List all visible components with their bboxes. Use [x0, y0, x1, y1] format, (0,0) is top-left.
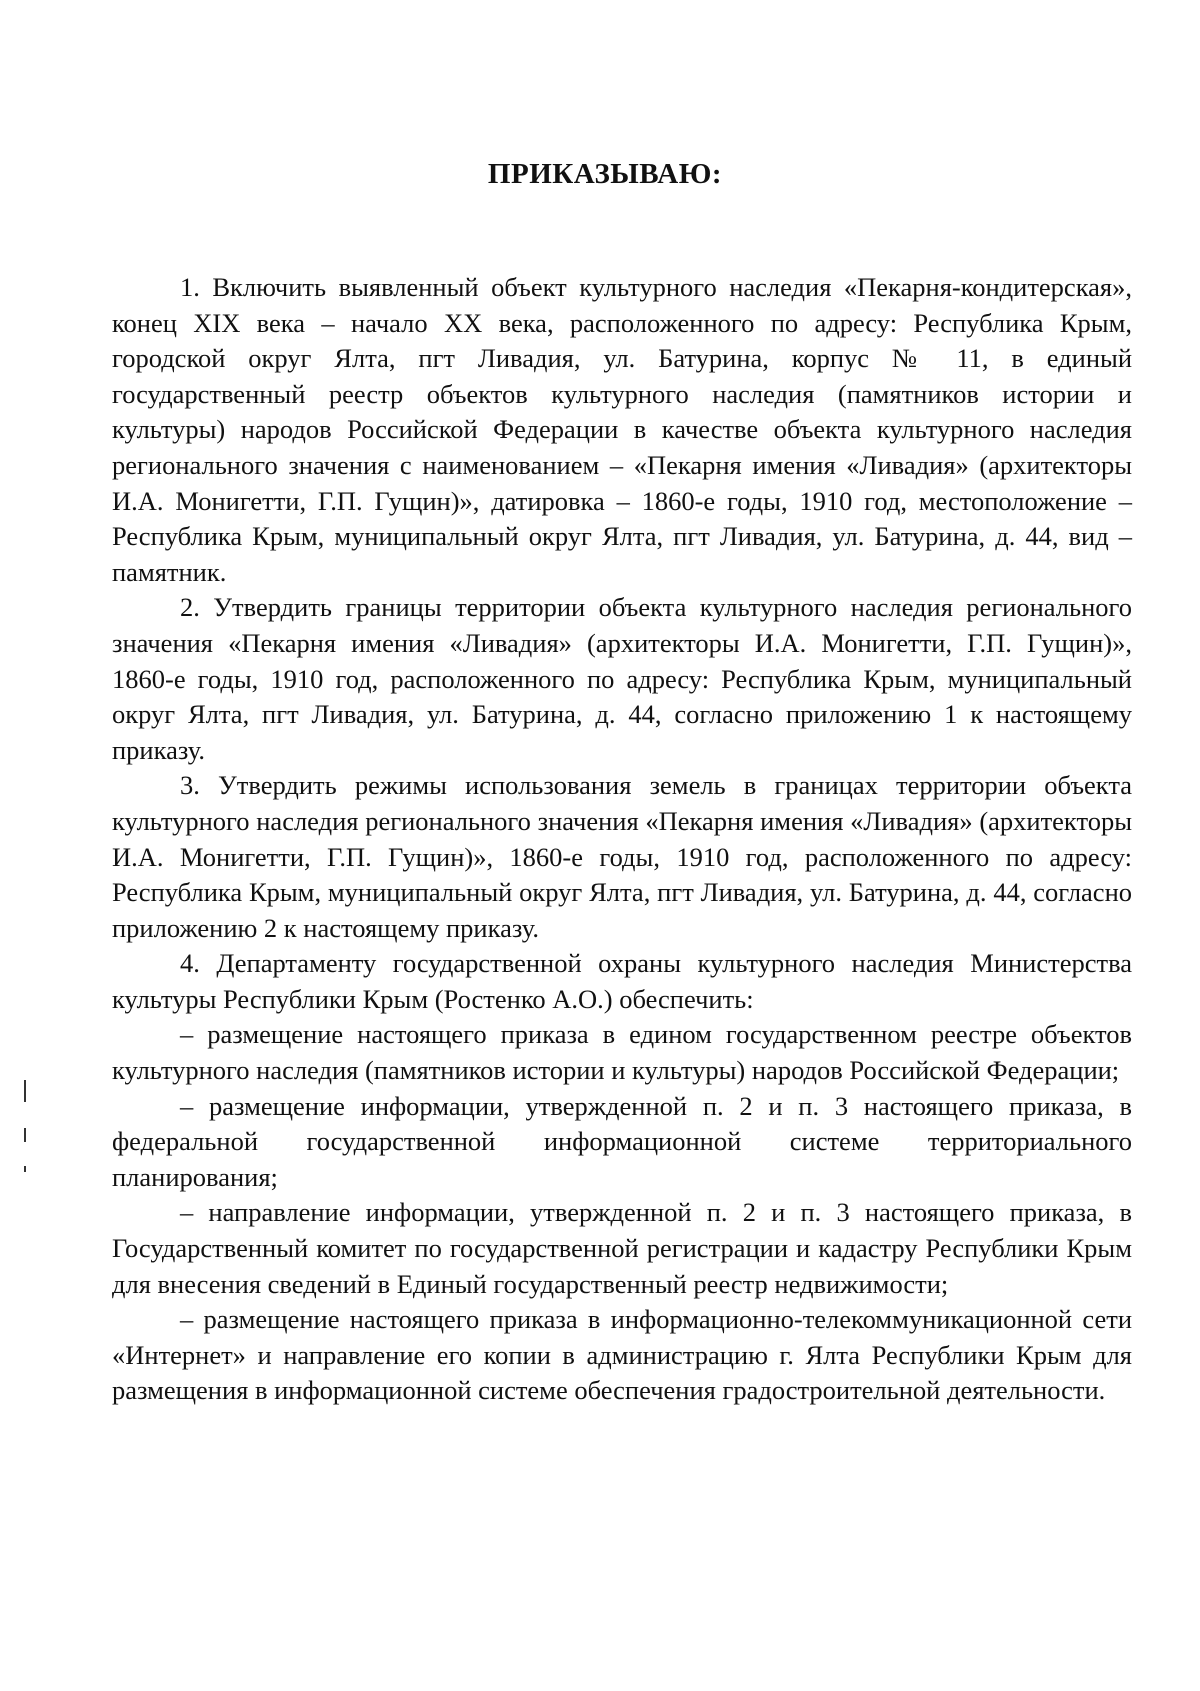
order-subitem-internet: – размещение настоящего приказа в информационно-телекоммуникационной сети «Интернет» и направление его копии в администрацию г. Ялта Республики Крым для размещения в информационной системе обеспечения градостроительной деятельности. [112, 1304, 1132, 1406]
order-item-1: 1. Включить выявленный объект культурного наследия «Пекарня-кондитерская», конец XIX века – начало XX века, расположенного по адресу: Республика Крым, городской округ Ялта, пгт Ливадия, ул. Батурина, корпус № 11, в единый государственный реестр объектов культурного наследия (памятников истории и культуры) народов Российской Федерации в качестве объекта культурного наследия регионального значения с наименованием – «Пекарня имения «Ливадия» (архитекторы И.А. Монигетти, Г.П. Гущин)», датировка – 1860-е годы, 1910 год, местоположение – Республика Крым, муниципальный округ Ялта, пгт Ливадия, ул. Батурина, д. 44, вид – памятник. [112, 272, 1132, 587]
scan-margin-mark [24, 1080, 26, 1102]
scan-margin-mark [24, 1166, 26, 1172]
order-subitem-fgis: – размещение информации, утвержденной п. 2 и п. 3 настоящего приказа, в федеральной государственной информационной системе территориального планирования; [112, 1090, 1132, 1192]
scan-margin-mark [24, 1128, 26, 1142]
order-item-2: 2. Утвердить границы территории объекта культурного наследия регионального значения «Пекарня имения «Ливадия» (архитекторы И.А. Монигетти, Г.П. Гущин)», 1860-е годы, 1910 год, расположенного по адресу: Республика Крым, муниципальный округ Ялта, пгт Ливадия, ул. Батурина, д. 44, согласно приложению 1 к настоящему приказу. [112, 592, 1132, 765]
order-item-3: 3. Утвердить режимы использования земель в границах территории объекта культурного наследия регионального значения «Пекарня имения «Ливадия» (архитекторы И.А. Монигетти, Г.П. Гущин)», 1860-е годы, 1910 год, расположенного по адресу: Республика Крым, муниципальный округ Ялта, пгт Ливадия, ул. Батурина, д. 44, согласно приложению 2 к настоящему приказу. [112, 770, 1132, 943]
order-heading: ПРИКАЗЫВАЮ: [487, 158, 723, 190]
order-item-4: 4. Департаменту государственной охраны культурного наследия Министерства культуры Республики Крым (Ростенко А.О.) обеспечить: [112, 948, 1132, 1014]
order-subitem-registry: – размещение настоящего приказа в едином государственном реестре объектов культурного наследия (памятников истории и культуры) народов Российской Федерации; [112, 1019, 1132, 1086]
order-subitem-cadastre: – направление информации, утвержденной п. 2 и п. 3 настоящего приказа, в Государственный комитет по государственной регистрации и кадастру Республики Крым для внесения сведений в Единый государственный реестр недвижимости; [112, 1197, 1132, 1299]
order-body [112, 270, 1132, 1409]
